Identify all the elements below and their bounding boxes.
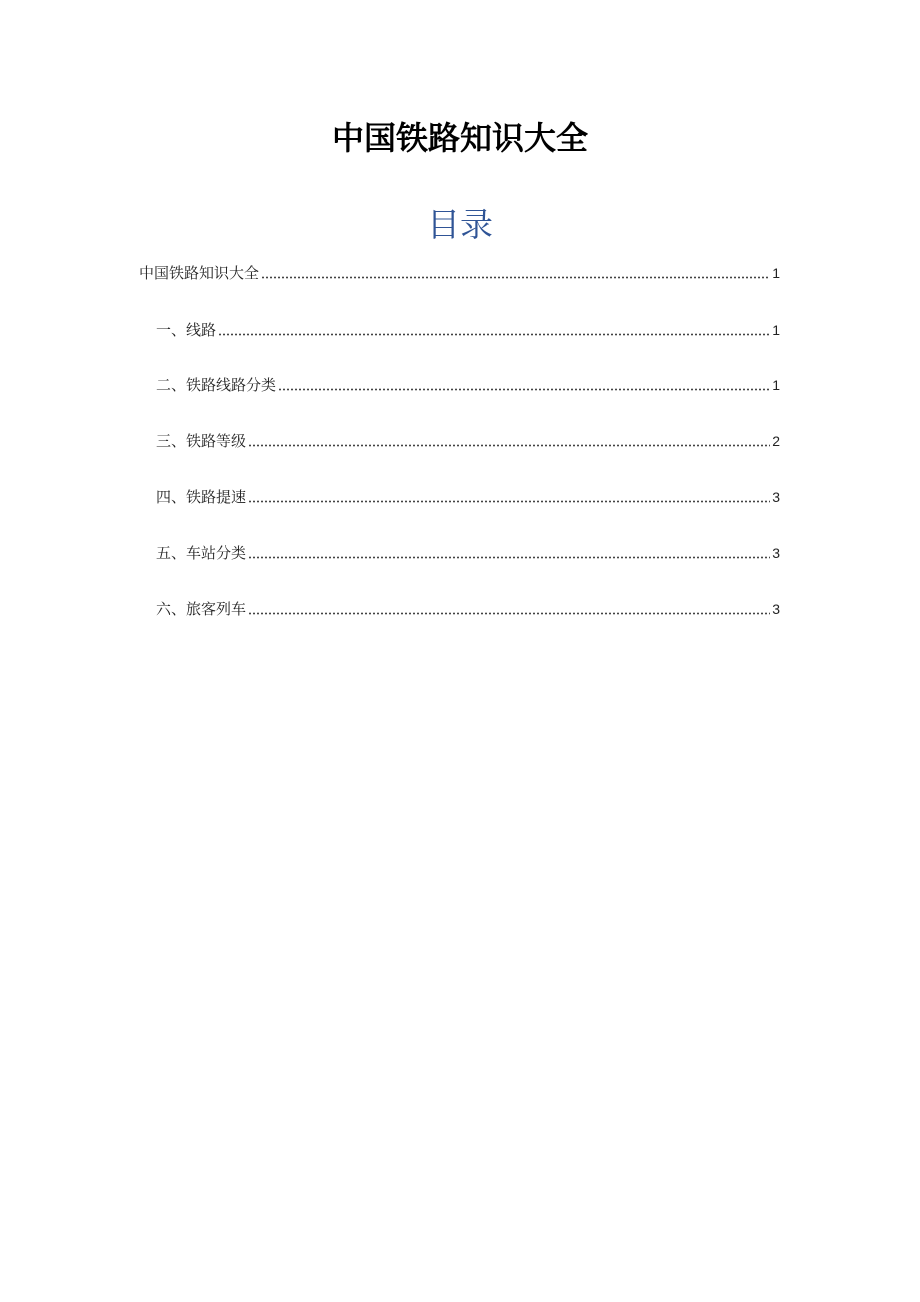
toc-dot-leader xyxy=(248,439,770,447)
toc-entry-label: 五、车站分类 xyxy=(156,544,247,562)
toc-page-number: 1 xyxy=(772,377,780,393)
toc-entry[interactable] xyxy=(156,484,780,510)
toc-page-number: 3 xyxy=(772,545,780,561)
document-title: 中国铁路知识大全 xyxy=(331,119,588,157)
toc-entry[interactable] xyxy=(156,317,780,343)
toc-entry[interactable] xyxy=(156,372,780,398)
toc-page-number: 2 xyxy=(772,433,780,449)
toc-entry-label: 中国铁路知识大全 xyxy=(139,264,260,282)
toc-dot-leader xyxy=(218,328,770,336)
toc-page-number: 3 xyxy=(772,601,780,617)
toc-dot-leader xyxy=(248,607,770,615)
toc-page-number: 1 xyxy=(772,265,780,281)
toc-entry-label: 二、铁路线路分类 xyxy=(156,376,277,394)
toc-dot-leader xyxy=(261,271,770,279)
toc-page-number: 1 xyxy=(772,322,780,338)
toc-entry-label: 四、铁路提速 xyxy=(156,488,247,506)
toc-page-number: 3 xyxy=(772,489,780,505)
toc-heading: 目录 xyxy=(427,205,493,244)
toc-entry[interactable] xyxy=(156,540,780,566)
toc-entry-label: 六、旅客列车 xyxy=(156,600,247,618)
toc-entry[interactable] xyxy=(156,428,780,454)
toc-entry[interactable] xyxy=(156,596,780,622)
toc-entry-label: 一、线路 xyxy=(156,321,217,339)
toc-dot-leader xyxy=(248,551,770,559)
toc-entry[interactable] xyxy=(139,260,780,286)
toc-entry-label: 三、铁路等级 xyxy=(156,432,247,450)
toc-dot-leader xyxy=(248,495,770,503)
toc-dot-leader xyxy=(278,383,770,391)
